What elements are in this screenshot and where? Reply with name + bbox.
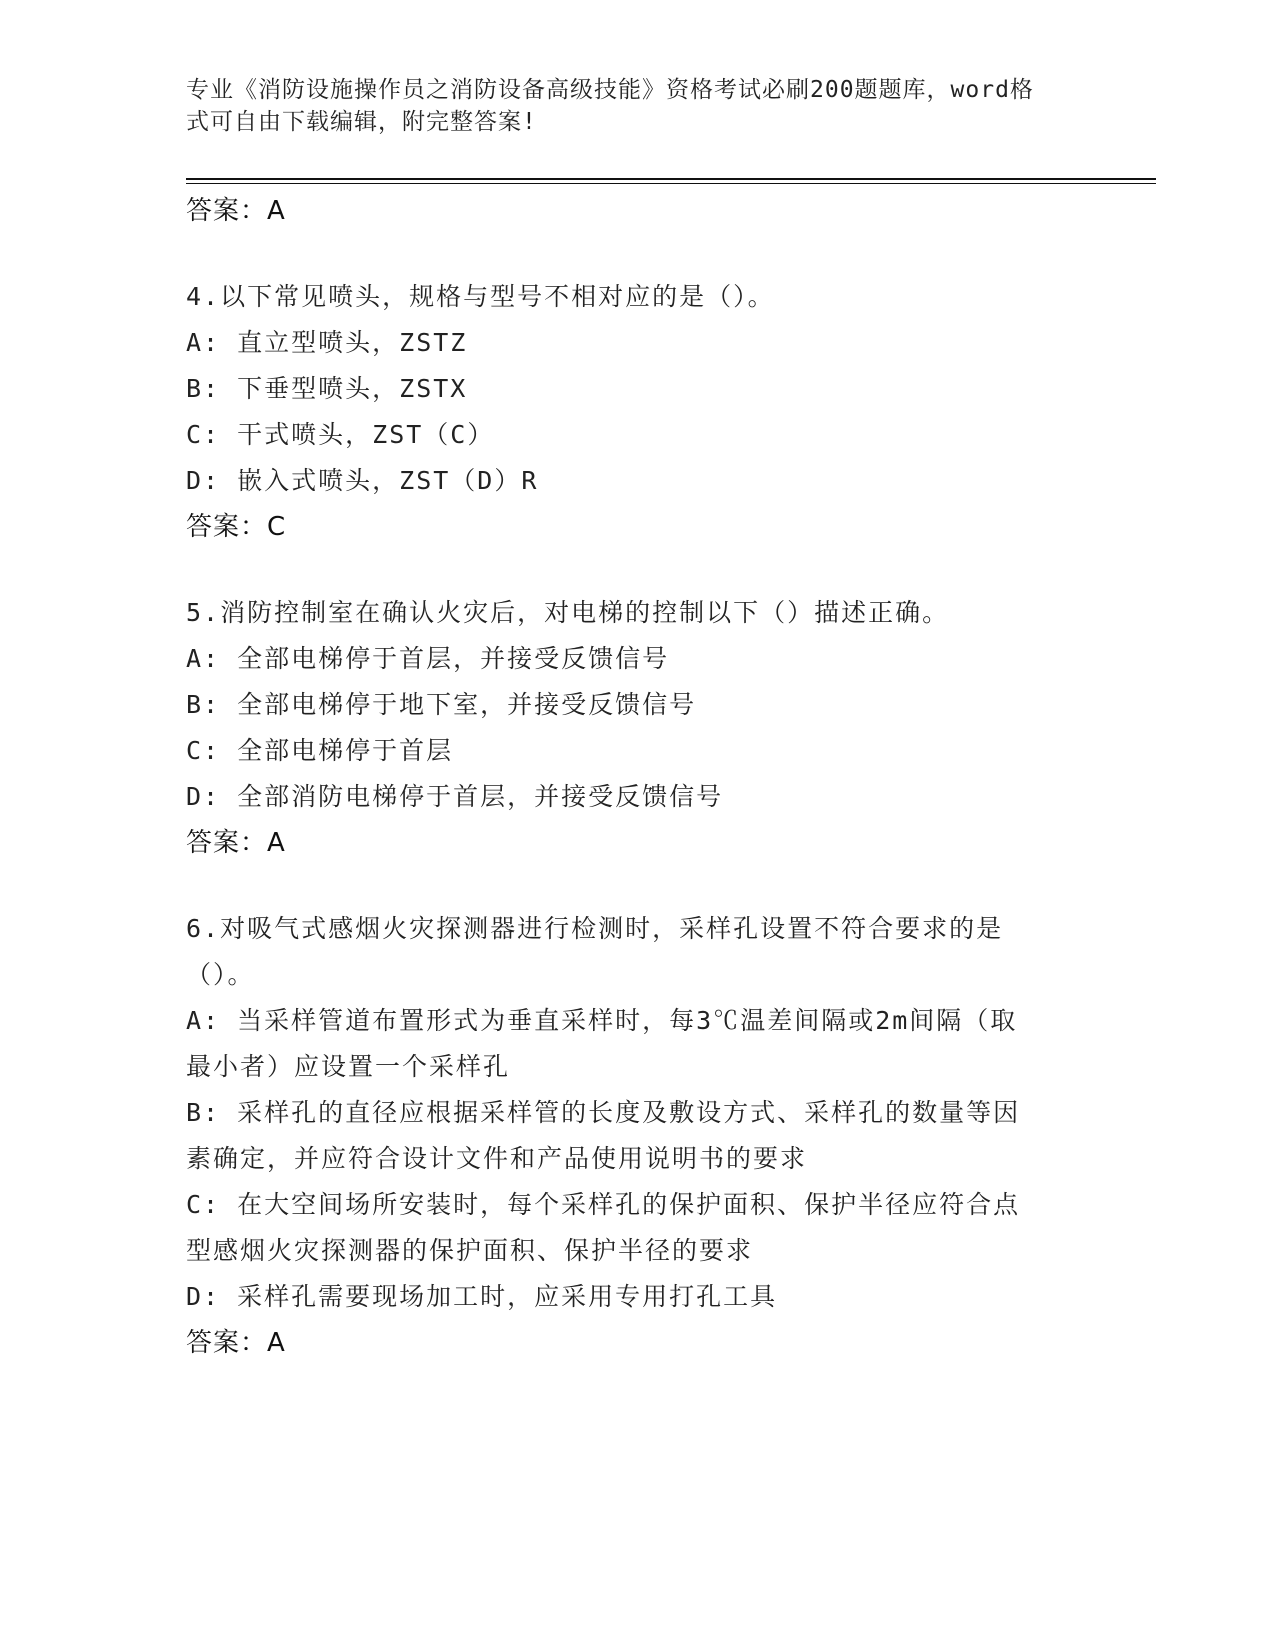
option-a: A: 全部电梯停于首层，并接受反馈信号 (186, 644, 670, 673)
option-c: C: 全部电梯停于首层 (186, 736, 454, 765)
option-line: C: 在大空间场所安装时，每个采样孔的保护面积、保护半径应符合点 (186, 1190, 1021, 1219)
option-d (186, 1274, 1086, 1320)
option-b: B: 全部电梯停于地下室，并接受反馈信号 (186, 690, 697, 719)
question-stem-line: （）。 (186, 960, 255, 989)
option-line: 最小者）应设置一个采样孔 (186, 1052, 511, 1081)
option-a (186, 998, 1086, 1090)
question-block (186, 906, 1086, 1366)
option-c (186, 1182, 1086, 1274)
question-block (186, 590, 1086, 866)
option-a: A: 直立型喷头，ZSTZ (186, 328, 468, 357)
option-c: C: 干式喷头，ZST（C） (186, 420, 495, 449)
question-stem (186, 906, 1086, 998)
option-line: B: 采样孔的直径应根据采样管的长度及敷设方式、采样孔的数量等因 (186, 1098, 1021, 1127)
header-divider-thick (186, 178, 1156, 180)
header-line-2: 式可自由下载编辑，附完整答案! (186, 109, 537, 135)
option-d: D: 全部消防电梯停于首层，并接受反馈信号 (186, 782, 724, 811)
question-stem-line: 6.对吸气式感烟火灾探测器进行检测时，采样孔设置不符合要求的是 (186, 914, 1004, 943)
option-d: D: 嵌入式喷头，ZST（D）R (186, 466, 539, 495)
answer-line: 答案：A (186, 196, 286, 226)
option-b: B: 下垂型喷头，ZSTX (186, 374, 468, 403)
question-block (186, 274, 1086, 550)
answer-line: 答案：C (186, 512, 287, 542)
header-line-1: 专业《消防设施操作员之消防设备高级技能》资格考试必刷200题题库，word格 (186, 77, 1034, 103)
option-line: D: 采样孔需要现场加工时，应采用专用打孔工具 (186, 1282, 778, 1311)
answer-line: 答案：A (186, 1328, 286, 1358)
option-line: A: 当采样管道布置形式为垂直采样时，每3℃温差间隔或2m间隔（取 (186, 1006, 1018, 1035)
option-line: 型感烟火灾探测器的保护面积、保护半径的要求 (186, 1236, 754, 1265)
question-list (186, 188, 1086, 1366)
question-stem: 4.以下常见喷头，规格与型号不相对应的是（）。 (186, 282, 775, 311)
option-line: 素确定，并应符合设计文件和产品使用说明书的要求 (186, 1144, 808, 1173)
page-header (186, 74, 1086, 138)
option-b (186, 1090, 1086, 1182)
question-stem: 5.消防控制室在确认火灾后，对电梯的控制以下（）描述正确。 (186, 598, 950, 627)
header-divider-thin (186, 183, 1156, 184)
answer-line: 答案：A (186, 828, 286, 858)
